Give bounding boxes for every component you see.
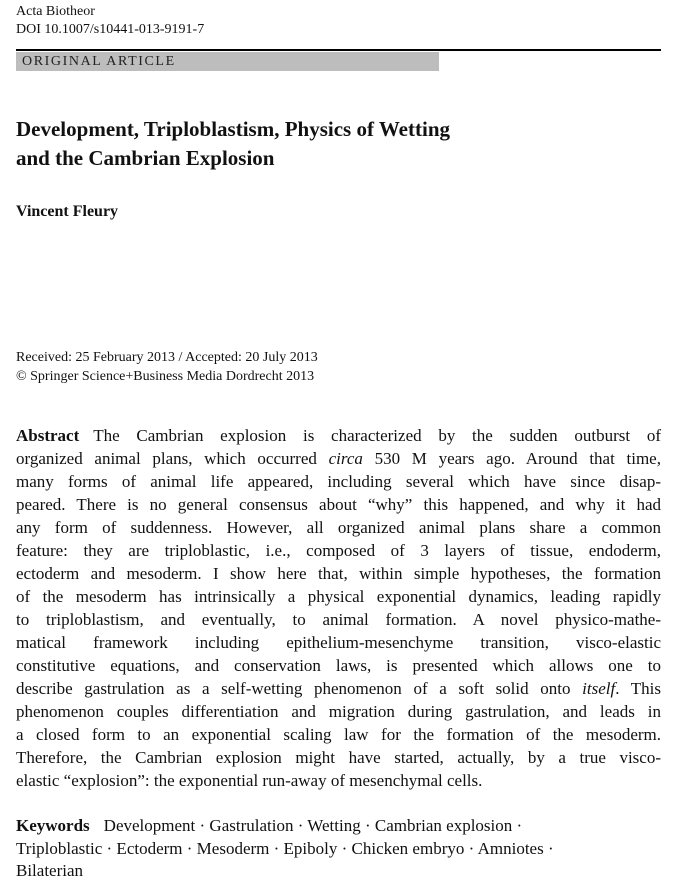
abstract-line: ectoderm and mesoderm. I show here that, within simple hypotheses, the formation — [16, 564, 661, 583]
journal-name: Acta Biotheor — [16, 4, 95, 19]
abstract-line: elastic “explosion”: the exponential run-away of mesenchymal cells. — [16, 771, 483, 790]
abstract-line: Therefore, the Cambrian explosion might have started, actually, by a true visco- — [16, 748, 661, 767]
abstract-line: to triploblastism, and eventually, to animal formation. A novel physico-mathe- — [16, 610, 661, 629]
header-rule — [16, 49, 661, 51]
abstract-line: constitutive equations, and conservation laws, is presented which allows one to — [16, 656, 661, 675]
keywords-line — [16, 815, 661, 837]
keywords-text: Development · Gastrulation · Wetting · Cambrian explosion · — [103, 816, 523, 835]
abstract-line: of the mesoderm has intrinsically a physical exponential dynamics, leading rapidly — [16, 587, 661, 606]
article-title — [16, 115, 636, 173]
received-accepted-dates: Received: 25 February 2013 / Accepted: 20 July 2013 — [16, 350, 318, 365]
abstract-line: any form of suddenness. However, all organized animal plans share a common — [16, 518, 661, 537]
keywords-heading: Keywords — [16, 816, 90, 835]
author-name: Vincent Fleury — [16, 203, 119, 220]
abstract-text: The Cambrian explosion is characterized by the sudden outburst of — [93, 426, 661, 445]
title-line: Development, Triploblastism, Physics of Wetting — [16, 117, 451, 141]
abstract-line: a closed form to an exponential scaling law for the formation of the mesoderm. — [16, 725, 661, 744]
italic-word: circa — [328, 449, 363, 468]
abstract-line: phenomenon couples differentiation and migration during gastrulation, and leads in — [16, 702, 661, 721]
abstract-line: many forms of animal life appeared, including several which have since disap- — [16, 472, 661, 491]
title-line: and the Cambrian Explosion — [16, 146, 275, 170]
doi: DOI 10.1007/s10441-013-9191-7 — [16, 22, 205, 37]
abstract-line: describe gastrulation as a self-wetting phenomenon of a soft solid onto itself. This — [16, 679, 662, 698]
copyright: © Springer Science+Business Media Dordrecht 2013 — [16, 369, 315, 384]
abstract-line: organized animal plans, which occurred circa 530 M years ago. Around that time, — [16, 449, 661, 468]
abstract-line: feature: they are triploblastic, i.e., composed of 3 layers of tissue, endoderm, — [16, 541, 661, 560]
italic-word: itself — [582, 679, 616, 698]
abstract-line — [16, 425, 661, 447]
abstract-heading: Abstract — [16, 426, 80, 445]
article-category: ORIGINAL ARTICLE — [22, 54, 176, 69]
keywords-line: Bilaterian — [16, 861, 84, 880]
abstract-line: peared. There is no general consensus about “why” this happened, and why it had — [16, 495, 661, 514]
article-category-band — [16, 52, 439, 71]
keywords-line: Triploblastic · Ectoderm · Mesoderm · Epiboly · Chicken embryo · Amniotes · — [16, 839, 554, 858]
abstract-line: matical framework including epithelium-mesenchyme transition, visco-elastic — [16, 633, 661, 652]
